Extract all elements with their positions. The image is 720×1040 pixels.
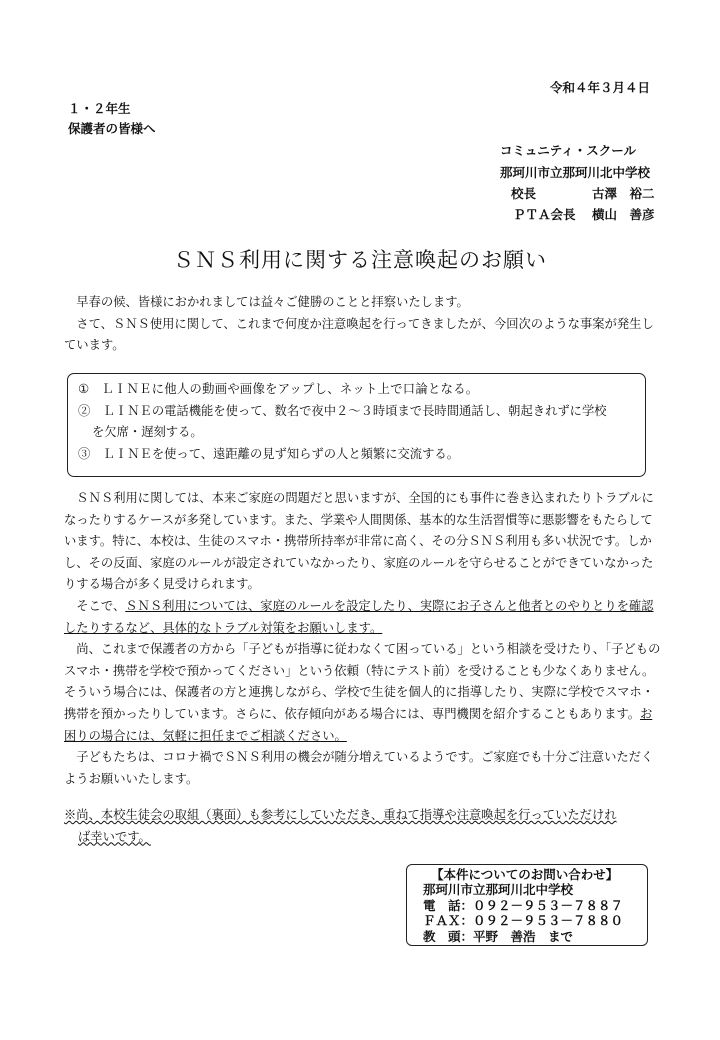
note [64, 805, 664, 848]
paragraph-3-emphasis: お困りの場合には、気軽に担任までご相談ください。 [64, 706, 653, 743]
fax-number: ０９２－９５３－７８８０ [473, 913, 624, 929]
case-list-box [67, 373, 646, 477]
document-date: 令和４年３月４日 [549, 80, 650, 95]
paragraph-1: ＳＮＳ利用に関しては、本来ご家庭の問題だと思いますが、全国的にも事件に巻き込まれたりトラブルになったりするケースが多発しています。また、学業や人間関係、基本的な生活習慣等に悪影響をもたらしています。特に、本校は、生徒のスマホ・携帯所持率が非常に高く、その分ＳＮＳ利用も多い状況です。しかし、その反面、家庭のルールが設定されていなかったり、家庭のルールを守らせることができていなかったりする場合が多く見受けられます。 [64, 491, 654, 592]
note-line-2: ば幸いです。 [78, 829, 151, 844]
paragraph-3 [64, 639, 664, 747]
paragraph-2 [64, 596, 664, 639]
vice-principal-name: 平野 善浩 まで [473, 928, 574, 944]
contact-heading: 【本件についてのお問い合わせ】 [431, 867, 619, 882]
case-item [78, 379, 645, 401]
phone-label: 電 話： [423, 897, 474, 913]
document-title: ＳＮＳ利用に関する注意喚起のお願い [173, 248, 547, 272]
case-marker: ② [78, 403, 91, 418]
case-text: ＬＩＮＥの電話機能を使って、数名で夜中２～３時頃まで長時間通話し、朝起きれずに学校 [102, 403, 607, 418]
case-text: ＬＩＮＥに他人の動画や画像をアップし、ネット上で口論となる。 [101, 382, 479, 396]
contact-box [406, 864, 648, 946]
principal-role: 校長 [511, 186, 537, 201]
intro-line-1: 早春の候、皆様におかれましては益々ご健勝のことと拝察いたします。 [76, 295, 469, 309]
vice-principal-label: 教 頭： [423, 928, 474, 944]
case-item [78, 444, 645, 466]
contact-phone-row [423, 898, 647, 913]
paragraph-2-lead: そこで、 [76, 598, 126, 613]
intro-line-2: さて、ＳＮＳ使用に関して、これまで何度か注意喚起を行ってきましたが、今回次のような事案が発生しています。 [64, 316, 654, 353]
contact-school: 那珂川市立那珂川北中学校 [423, 882, 574, 898]
contact-vice-principal-row [423, 929, 647, 944]
phone-number: ０９２－９５３－７８８７ [473, 897, 624, 913]
fax-label: ＦＡＸ： [423, 913, 474, 929]
paragraph-3-main: 尚、これまで保護者の方から「子どもが指導に従わなくて困っている」という相談を受けたり、「子どものスマホ・携帯を学校で預かってください」という依頼（特にテスト前）を受けることも少なくありません。そういう場合には、保護者の方と連携しながら、学校で生徒を個人的に指導したり、実際に学校でスマホ・携帯を預かったりしています。さらに、依存傾向がある場合には、専門機関を紹介することもあります。 [64, 642, 661, 721]
intro [64, 292, 664, 357]
case-marker: ③ [78, 446, 91, 461]
pta-role: ＰＴＡ会長 [513, 207, 576, 222]
pta-name: 横山 善彦 [592, 207, 655, 222]
principal-name: 古澤 裕二 [592, 186, 655, 201]
sender-org: コミュニティ・スクール [500, 143, 637, 158]
paragraph-2-emphasis: ＳＮＳ利用については、家庭のルールを設定したり、実際にお子さんと他者とのやりとりを確認したりするなど、具体的なトラブル対策をお願いします。 [64, 598, 654, 635]
recipient-grade: １・２年生 [68, 101, 131, 116]
sender-school: 那珂川市立那珂川北中学校 [500, 165, 651, 180]
paragraph-4: 子どもたちは、コロナ禍でＳＮＳ利用の機会が随分増えているようです。ご家庭でも十分ご注意いただくようお願いいたします。 [64, 750, 654, 786]
case-text: ＬＩＮＥを使って、遠距離の見ず知らずの人と頻繁に交流する。 [102, 446, 459, 461]
note-line-1: ※尚、本校生徒会の取組（裏面）も参考にしていただき、重ねて指導や注意喚起を行っていただけれ [64, 808, 617, 822]
main-body [64, 488, 664, 790]
recipient: 保護者の皆様へ [68, 121, 156, 136]
case-marker: ① [78, 382, 90, 396]
contact-fax-row [423, 913, 647, 928]
case-item-continuation: を欠席・遅刻する。 [92, 425, 203, 439]
case-item [78, 401, 645, 423]
